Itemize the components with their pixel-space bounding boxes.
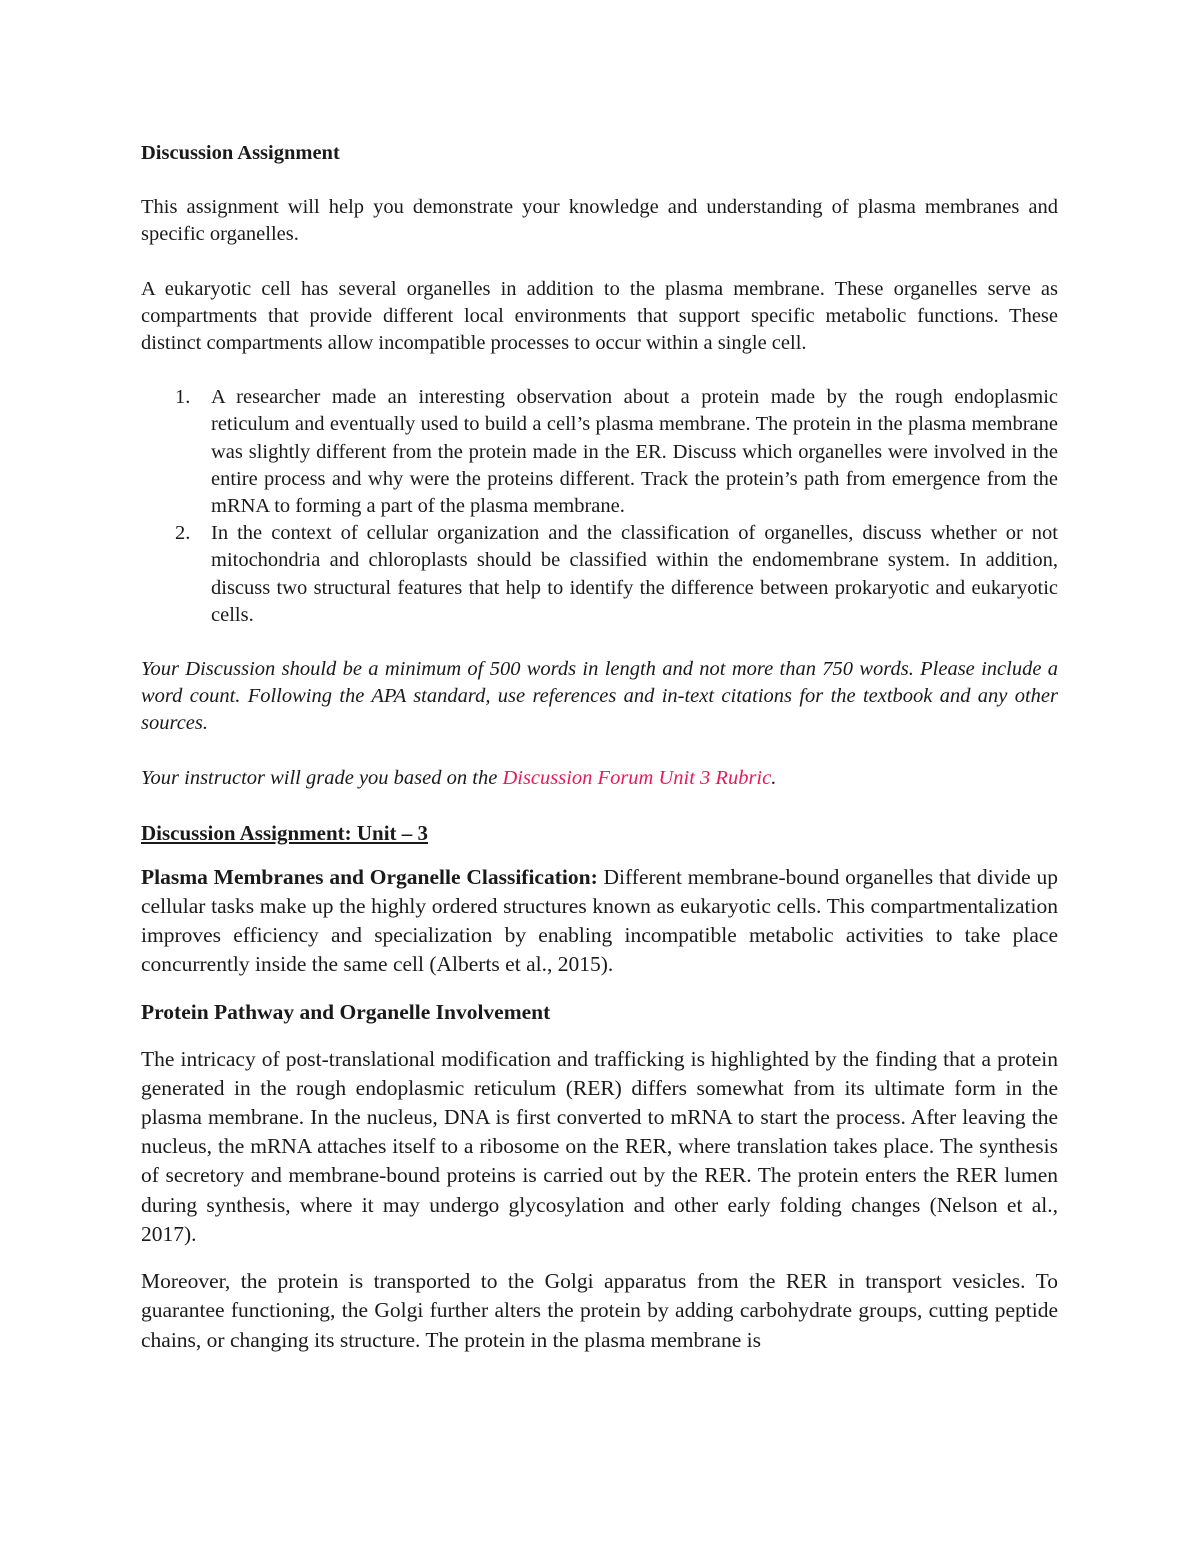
question-item	[141, 384, 1058, 520]
question-number: 2.	[175, 522, 191, 545]
unit-heading: Discussion Assignment: Unit – 3	[141, 820, 429, 845]
classification-text: Different membrane-bound organelles that divide up cellular tasks make up the highly ordered structures known as eukaryotic cells. This compartmentalization improves efficiency and specialization by enabling incompatible metabolic activities to take place concurrently inside the same cell (Alberts et al., 2015).	[141, 864, 1058, 977]
question-list	[141, 384, 1058, 629]
classification-paragraph	[141, 863, 1058, 980]
grading-prefix: Your instructor will grade you based on the	[141, 766, 503, 789]
question-number: 1.	[175, 386, 191, 409]
classification-lead: Plasma Membranes and Organelle Classification:	[141, 864, 598, 889]
intro-paragraph: This assignment will help you demonstrate your knowledge and understanding of plasma membranes and specific organelles.	[141, 196, 1058, 246]
question-item	[141, 520, 1058, 629]
question-text: A researcher made an interesting observation about a protein made by the rough endoplasmic reticulum and eventually used to build a cell’s plasma membrane. The protein in the plasma membrane was slightly different from the protein made in the ER. Discuss which organelles were involved in the entire process and why were the proteins different. Track the protein’s path from emergence from the mRNA to forming a part of the plasma membrane.	[211, 386, 1058, 518]
rubric-link[interactable]: Discussion Forum Unit 3 Rubric	[502, 766, 772, 789]
grading-suffix: .	[771, 766, 777, 789]
golgi-paragraph: Moreover, the protein is transported to the Golgi apparatus from the RER in transport vesicles. To guarantee functioning, the Golgi further alters the protein by adding carbohydrate groups, cutting peptide chains, or changing its structure. The protein in the plasma membrane is	[141, 1269, 1058, 1352]
grading-paragraph	[141, 765, 1058, 792]
context-paragraph: A eukaryotic cell has several organelles in addition to the plasma membrane. These organelles serve as compartments that provide different local environments that support specific metabolic functions. These distinct compartments allow incompatible processes to occur within a single cell.	[141, 277, 1058, 355]
pathway-heading: Protein Pathway and Organelle Involvement	[141, 999, 551, 1024]
document-page	[141, 140, 1058, 1373]
pathway-paragraph: The intricacy of post-translational modification and trafficking is highlighted by the finding that a protein generated in the rough endoplasmic reticulum (RER) differs somewhat from its ultimate form in the plasma membrane. In the nucleus, DNA is first converted to mRNA to start the process. After leaving the nucleus, the mRNA attaches itself to a ribosome on the RER, where translation takes place. The synthesis of secretory and membrane-bound proteins is carried out by the RER. The protein enters the RER lumen during synthesis, where it may undergo glycosylation and other early folding changes (Nelson et al., 2017).	[141, 1046, 1058, 1246]
requirements-paragraph: Your Discussion should be a minimum of 500 words in length and not more than 750 words. Please include a word count. Following the APA standard, use references and in-text citations for the textbook and any other sources.	[141, 658, 1058, 735]
assignment-title: Discussion Assignment	[141, 142, 340, 164]
question-text: In the context of cellular organization and the classification of organelles, discuss whether or not mitochondria and chloroplasts should be classified within the endomembrane system. In addition, discuss two structural features that help to identify the difference between prokaryotic and eukaryotic cells.	[211, 522, 1058, 626]
